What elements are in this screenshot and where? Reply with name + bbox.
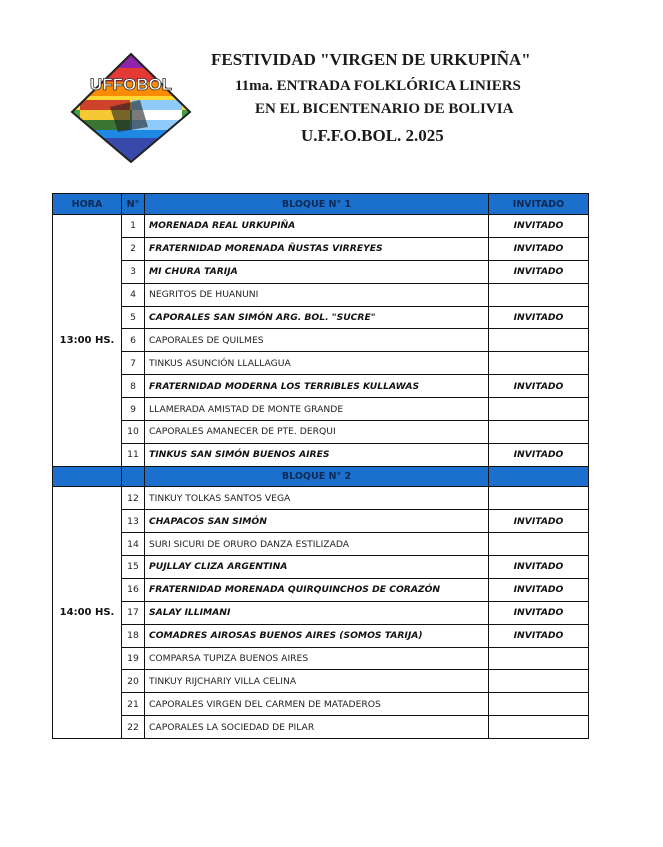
invitado-status — [489, 398, 589, 421]
table-row — [53, 487, 589, 510]
invitado-status: INVITADO — [489, 306, 589, 329]
table-row — [53, 375, 589, 398]
invitado-status: INVITADO — [489, 578, 589, 601]
block-header-invitado-cell — [489, 466, 589, 487]
group-name: TINKUY TOLKAS SANTOS VEGA — [145, 487, 489, 510]
row-number: 5 — [122, 306, 145, 329]
group-name: TINKUS ASUNCIÓN LLALLAGUA — [145, 352, 489, 375]
invitado-status: INVITADO — [489, 260, 589, 283]
invitado-status — [489, 716, 589, 739]
group-name: TINKUS SAN SIMÓN BUENOS AIRES — [145, 443, 489, 466]
table-row — [53, 237, 589, 260]
table-row — [53, 533, 589, 556]
invitado-status: INVITADO — [489, 443, 589, 466]
table-row — [53, 283, 589, 306]
row-number: 14 — [122, 533, 145, 556]
group-name: LLAMERADA AMISTAD DE MONTE GRANDE — [145, 398, 489, 421]
invitado-status — [489, 670, 589, 693]
table-header-row — [53, 194, 589, 215]
group-name: FRATERNIDAD MODERNA LOS TERRIBLES KULLAWAS — [145, 375, 489, 398]
group-name: NEGRITOS DE HUANUNI — [145, 283, 489, 306]
row-number: 3 — [122, 260, 145, 283]
invitado-status: INVITADO — [489, 555, 589, 578]
group-name: CHAPACOS SAN SIMÓN — [145, 510, 489, 533]
group-name: MORENADA REAL URKUPIÑA — [145, 215, 489, 238]
invitado-status — [489, 693, 589, 716]
row-number: 4 — [122, 283, 145, 306]
row-number: 10 — [122, 421, 145, 444]
table-row — [53, 443, 589, 466]
organization-year: U.F.F.O.BOL. 2.025 — [301, 126, 444, 145]
group-name: FRATERNIDAD MORENADA ÑUSTAS VIRREYES — [145, 237, 489, 260]
table-row — [53, 670, 589, 693]
invitado-status: INVITADO — [489, 215, 589, 238]
group-name: SURI SICURI DE ORURO DANZA ESTILIZADA — [145, 533, 489, 556]
group-name: CAPORALES VIRGEN DEL CARMEN DE MATADEROS — [145, 693, 489, 716]
row-number: 12 — [122, 487, 145, 510]
time-slot: 13:00 HS. — [53, 215, 122, 467]
row-number: 6 — [122, 329, 145, 352]
table-row — [53, 421, 589, 444]
table-row — [53, 578, 589, 601]
group-name: MI CHURA TARIJA — [145, 260, 489, 283]
group-name: FRATERNIDAD MORENADA QUIRQUINCHOS DE CORAZÓN — [145, 578, 489, 601]
table-row — [53, 398, 589, 421]
block-header-hora-cell — [53, 466, 122, 487]
row-number: 20 — [122, 670, 145, 693]
row-number: 15 — [122, 555, 145, 578]
group-name: TINKUY RIJCHARIY VILLA CELINA — [145, 670, 489, 693]
table-row — [53, 693, 589, 716]
invitado-status — [489, 352, 589, 375]
table-row — [53, 260, 589, 283]
invitado-status — [489, 487, 589, 510]
block-header-num-cell — [122, 466, 145, 487]
row-number: 17 — [122, 601, 145, 624]
invitado-status — [489, 421, 589, 444]
invitado-status: INVITADO — [489, 375, 589, 398]
logo-emblem-icon — [70, 52, 192, 164]
row-number: 7 — [122, 352, 145, 375]
row-number: 19 — [122, 647, 145, 670]
block-title: BLOQUE N° 2 — [145, 466, 489, 487]
event-occasion: EN EL BICENTENARIO DE BOLIVIA — [255, 101, 514, 117]
invitado-status: INVITADO — [489, 624, 589, 647]
event-subtitle: 11ma. ENTRADA FOLKLÓRICA LINIERS — [235, 78, 521, 94]
schedule-table — [52, 193, 589, 739]
block-header-row — [53, 466, 589, 487]
column-header-hora: HORA — [53, 194, 122, 215]
group-name: CAPORALES AMANECER DE PTE. DERQUI — [145, 421, 489, 444]
invitado-status: INVITADO — [489, 237, 589, 260]
invitado-status: INVITADO — [489, 510, 589, 533]
row-number: 21 — [122, 693, 145, 716]
column-header-bloque-1: BLOQUE N° 1 — [145, 194, 489, 215]
invitado-status — [489, 283, 589, 306]
group-name: COMPARSA TUPIZA BUENOS AIRES — [145, 647, 489, 670]
group-name: CAPORALES DE QUILMES — [145, 329, 489, 352]
group-name: COMADRES AIROSAS BUENOS AIRES (SOMOS TARIJA) — [145, 624, 489, 647]
column-header-num: N° — [122, 194, 145, 215]
time-slot: 14:00 HS. — [53, 487, 122, 739]
group-name: CAPORALES SAN SIMÓN ARG. BOL. "SUCRE" — [145, 306, 489, 329]
row-number: 13 — [122, 510, 145, 533]
column-header-invitado: INVITADO — [489, 194, 589, 215]
table-row — [53, 306, 589, 329]
invitado-status: INVITADO — [489, 601, 589, 624]
logo-text: UFFOBOL — [89, 75, 173, 94]
table-row — [53, 329, 589, 352]
row-number: 9 — [122, 398, 145, 421]
row-number: 16 — [122, 578, 145, 601]
table-row — [53, 647, 589, 670]
row-number: 8 — [122, 375, 145, 398]
table-row — [53, 215, 589, 238]
table-row — [53, 555, 589, 578]
row-number: 1 — [122, 215, 145, 238]
invitado-status — [489, 329, 589, 352]
row-number: 22 — [122, 716, 145, 739]
group-name: CAPORALES LA SOCIEDAD DE PILAR — [145, 716, 489, 739]
row-number: 11 — [122, 443, 145, 466]
group-name: SALAY ILLIMANI — [145, 601, 489, 624]
uffobol-logo — [70, 52, 192, 164]
invitado-status — [489, 533, 589, 556]
schedule-body — [53, 215, 589, 739]
table-row — [53, 624, 589, 647]
group-name: PUJLLAY CLIZA ARGENTINA — [145, 555, 489, 578]
invitado-status — [489, 647, 589, 670]
table-row — [53, 716, 589, 739]
festival-title: FESTIVIDAD "VIRGEN DE URKUPIÑA" — [211, 50, 531, 69]
row-number: 2 — [122, 237, 145, 260]
table-row — [53, 352, 589, 375]
table-row — [53, 601, 589, 624]
table-row — [53, 510, 589, 533]
row-number: 18 — [122, 624, 145, 647]
